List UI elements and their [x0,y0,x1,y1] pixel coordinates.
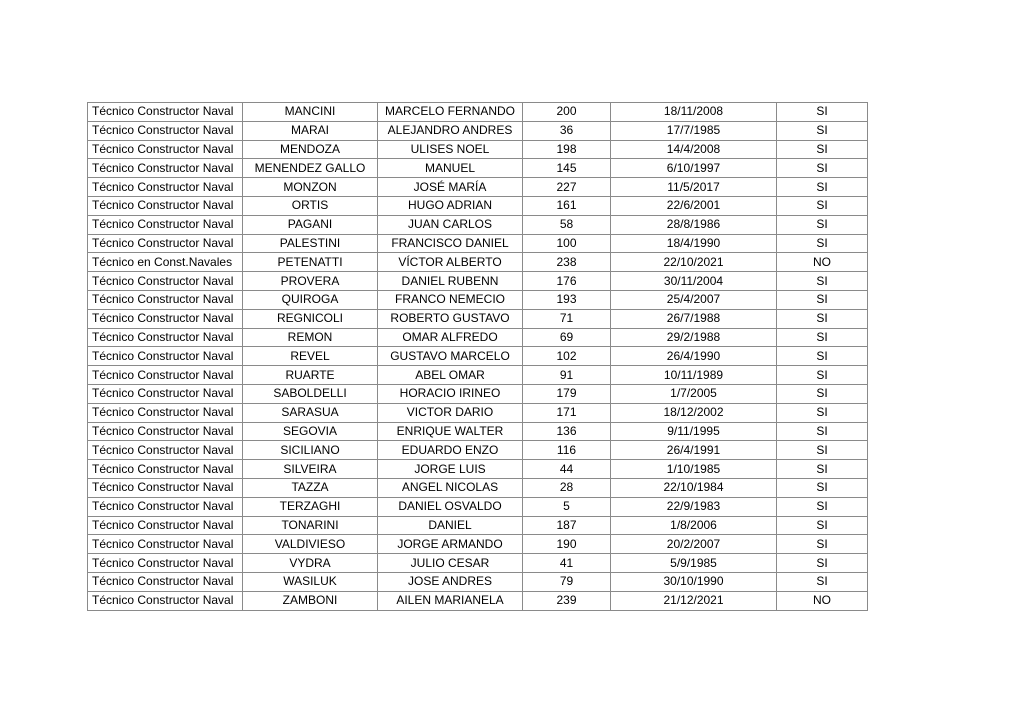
title-cell: Técnico Constructor Naval [88,215,243,234]
table-row [88,328,868,347]
status-cell: SI [777,366,868,385]
title-cell: Técnico Constructor Naval [88,554,243,573]
title-cell: Técnico Constructor Naval [88,140,243,159]
status-cell: SI [777,535,868,554]
title-cell: Técnico Constructor Naval [88,516,243,535]
date-cell: 21/12/2021 [611,591,777,610]
table-row [88,196,868,215]
table-row [88,253,868,272]
date-cell: 1/7/2005 [611,384,777,403]
table-row [88,497,868,516]
table-row [88,478,868,497]
table-row [88,384,868,403]
date-cell: 29/2/1988 [611,328,777,347]
status-cell: SI [777,140,868,159]
given-names-cell: HUGO ADRIAN [378,196,523,215]
table-row [88,121,868,140]
surname-cell: TAZZA [243,478,378,497]
number-cell: 238 [523,253,611,272]
number-cell: 91 [523,366,611,385]
given-names-cell: VÍCTOR ALBERTO [378,253,523,272]
title-cell: Técnico Constructor Naval [88,234,243,253]
status-cell: SI [777,328,868,347]
given-names-cell: GUSTAVO MARCELO [378,347,523,366]
status-cell: SI [777,347,868,366]
given-names-cell: JUAN CARLOS [378,215,523,234]
table-row [88,572,868,591]
title-cell: Técnico Constructor Naval [88,366,243,385]
status-cell: SI [777,309,868,328]
given-names-cell: DANIEL OSVALDO [378,497,523,516]
surname-cell: SEGOVIA [243,422,378,441]
surname-cell: SABOLDELLI [243,384,378,403]
date-cell: 1/8/2006 [611,516,777,535]
status-cell: SI [777,554,868,573]
surname-cell: WASILUK [243,572,378,591]
date-cell: 18/12/2002 [611,403,777,422]
given-names-cell: AILEN MARIANELA [378,591,523,610]
number-cell: 69 [523,328,611,347]
date-cell: 9/11/1995 [611,422,777,441]
surname-cell: QUIROGA [243,290,378,309]
status-cell: SI [777,478,868,497]
date-cell: 6/10/1997 [611,159,777,178]
given-names-cell: VICTOR DARIO [378,403,523,422]
given-names-cell: JOSE ANDRES [378,572,523,591]
table-row [88,140,868,159]
given-names-cell: ROBERTO GUSTAVO [378,309,523,328]
status-cell: SI [777,215,868,234]
number-cell: 198 [523,140,611,159]
table-row [88,422,868,441]
title-cell: Técnico Constructor Naval [88,422,243,441]
status-cell: NO [777,591,868,610]
surname-cell: ORTIS [243,196,378,215]
date-cell: 1/10/1985 [611,460,777,479]
title-cell: Técnico Constructor Naval [88,460,243,479]
status-cell: SI [777,196,868,215]
title-cell: Técnico Constructor Naval [88,328,243,347]
title-cell: Técnico Constructor Naval [88,178,243,197]
title-cell: Técnico Constructor Naval [88,591,243,610]
table-row [88,366,868,385]
number-cell: 193 [523,290,611,309]
given-names-cell: ANGEL NICOLAS [378,478,523,497]
table-row [88,309,868,328]
given-names-cell: ABEL OMAR [378,366,523,385]
status-cell: SI [777,422,868,441]
number-cell: 171 [523,403,611,422]
table-row [88,234,868,253]
title-cell: Técnico Constructor Naval [88,535,243,554]
surname-cell: VALDIVIESO [243,535,378,554]
given-names-cell: ULISES NOEL [378,140,523,159]
given-names-cell: FRANCO NEMECIO [378,290,523,309]
number-cell: 58 [523,215,611,234]
given-names-cell: ALEJANDRO ANDRES [378,121,523,140]
status-cell: SI [777,403,868,422]
given-names-cell: DANIEL [378,516,523,535]
date-cell: 30/11/2004 [611,272,777,291]
surname-cell: VYDRA [243,554,378,573]
title-cell: Técnico en Const.Navales [88,253,243,272]
title-cell: Técnico Constructor Naval [88,497,243,516]
status-cell: SI [777,159,868,178]
date-cell: 26/4/1991 [611,441,777,460]
number-cell: 36 [523,121,611,140]
table-row [88,591,868,610]
date-cell: 25/4/2007 [611,290,777,309]
status-cell: SI [777,290,868,309]
number-cell: 187 [523,516,611,535]
title-cell: Técnico Constructor Naval [88,309,243,328]
surname-cell: PROVERA [243,272,378,291]
table-row [88,554,868,573]
number-cell: 239 [523,591,611,610]
number-cell: 102 [523,347,611,366]
date-cell: 22/10/1984 [611,478,777,497]
title-cell: Técnico Constructor Naval [88,196,243,215]
number-cell: 5 [523,497,611,516]
number-cell: 179 [523,384,611,403]
table-row [88,516,868,535]
surname-cell: REVEL [243,347,378,366]
status-cell: SI [777,384,868,403]
title-cell: Técnico Constructor Naval [88,290,243,309]
number-cell: 136 [523,422,611,441]
status-cell: SI [777,572,868,591]
status-cell: SI [777,497,868,516]
given-names-cell: FRANCISCO DANIEL [378,234,523,253]
table-row [88,272,868,291]
date-cell: 22/9/1983 [611,497,777,516]
surname-cell: SARASUA [243,403,378,422]
number-cell: 116 [523,441,611,460]
table-row [88,290,868,309]
surname-cell: MENENDEZ GALLO [243,159,378,178]
date-cell: 20/2/2007 [611,535,777,554]
number-cell: 28 [523,478,611,497]
table-row [88,159,868,178]
date-cell: 28/8/1986 [611,215,777,234]
surname-cell: PAGANI [243,215,378,234]
title-cell: Técnico Constructor Naval [88,121,243,140]
surname-cell: REGNICOLI [243,309,378,328]
number-cell: 44 [523,460,611,479]
number-cell: 41 [523,554,611,573]
date-cell: 22/10/2021 [611,253,777,272]
date-cell: 18/11/2008 [611,103,777,122]
number-cell: 176 [523,272,611,291]
registry-table [87,102,868,611]
title-cell: Técnico Constructor Naval [88,103,243,122]
table-row [88,535,868,554]
title-cell: Técnico Constructor Naval [88,384,243,403]
given-names-cell: JULIO CESAR [378,554,523,573]
title-cell: Técnico Constructor Naval [88,272,243,291]
date-cell: 5/9/1985 [611,554,777,573]
given-names-cell: ENRIQUE WALTER [378,422,523,441]
surname-cell: TERZAGHI [243,497,378,516]
title-cell: Técnico Constructor Naval [88,159,243,178]
surname-cell: SILVEIRA [243,460,378,479]
status-cell: SI [777,178,868,197]
date-cell: 11/5/2017 [611,178,777,197]
date-cell: 17/7/1985 [611,121,777,140]
number-cell: 200 [523,103,611,122]
table-row [88,403,868,422]
surname-cell: MONZON [243,178,378,197]
given-names-cell: MARCELO FERNANDO [378,103,523,122]
surname-cell: ZAMBONI [243,591,378,610]
number-cell: 161 [523,196,611,215]
surname-cell: RUARTE [243,366,378,385]
number-cell: 100 [523,234,611,253]
given-names-cell: DANIEL RUBENN [378,272,523,291]
title-cell: Técnico Constructor Naval [88,478,243,497]
table-row [88,460,868,479]
given-names-cell: JORGE ARMANDO [378,535,523,554]
registry-table-body [88,103,868,611]
given-names-cell: OMAR ALFREDO [378,328,523,347]
title-cell: Técnico Constructor Naval [88,441,243,460]
number-cell: 71 [523,309,611,328]
date-cell: 26/4/1990 [611,347,777,366]
table-row [88,178,868,197]
date-cell: 26/7/1988 [611,309,777,328]
table-row [88,347,868,366]
surname-cell: PETENATTI [243,253,378,272]
given-names-cell: HORACIO IRINEO [378,384,523,403]
status-cell: SI [777,103,868,122]
table-row [88,215,868,234]
status-cell: SI [777,234,868,253]
table-row [88,103,868,122]
surname-cell: SICILIANO [243,441,378,460]
status-cell: SI [777,516,868,535]
surname-cell: REMON [243,328,378,347]
title-cell: Técnico Constructor Naval [88,572,243,591]
surname-cell: MARAI [243,121,378,140]
surname-cell: MANCINI [243,103,378,122]
given-names-cell: MANUEL [378,159,523,178]
title-cell: Técnico Constructor Naval [88,403,243,422]
date-cell: 10/11/1989 [611,366,777,385]
date-cell: 22/6/2001 [611,196,777,215]
date-cell: 18/4/1990 [611,234,777,253]
status-cell: SI [777,272,868,291]
surname-cell: PALESTINI [243,234,378,253]
given-names-cell: JORGE LUIS [378,460,523,479]
surname-cell: MENDOZA [243,140,378,159]
surname-cell: TONARINI [243,516,378,535]
date-cell: 14/4/2008 [611,140,777,159]
number-cell: 190 [523,535,611,554]
number-cell: 227 [523,178,611,197]
given-names-cell: EDUARDO ENZO [378,441,523,460]
number-cell: 79 [523,572,611,591]
status-cell: SI [777,121,868,140]
given-names-cell: JOSÉ MARÍA [378,178,523,197]
status-cell: SI [777,441,868,460]
title-cell: Técnico Constructor Naval [88,347,243,366]
status-cell: NO [777,253,868,272]
date-cell: 30/10/1990 [611,572,777,591]
table-row [88,441,868,460]
status-cell: SI [777,460,868,479]
number-cell: 145 [523,159,611,178]
